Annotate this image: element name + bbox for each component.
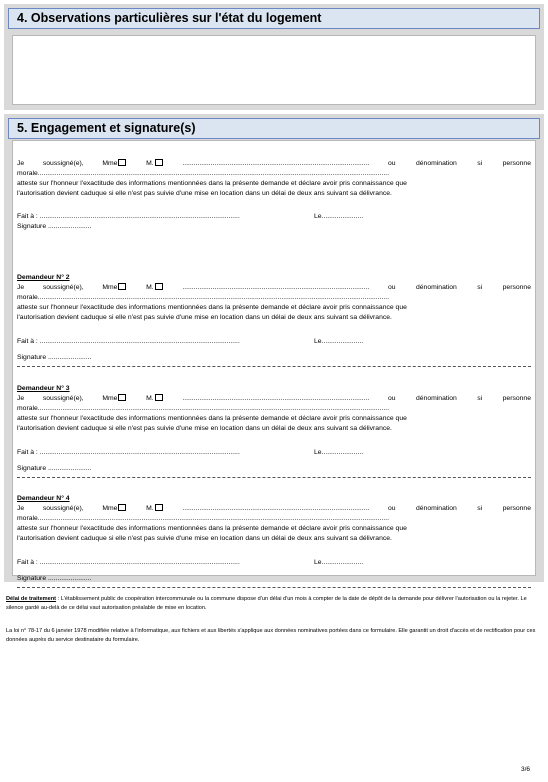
m-checkbox[interactable] bbox=[155, 283, 163, 290]
signature-field[interactable]: Signature ....................... bbox=[17, 223, 92, 230]
je-label: Je bbox=[17, 160, 25, 167]
date-field[interactable]: Le...................... bbox=[314, 213, 364, 220]
soussigne-label: soussigné(e), bbox=[42, 395, 84, 402]
demandeur-heading: Demandeur N° 2 bbox=[17, 274, 70, 281]
morale-field[interactable]: morale.......................................................................................................................................................................................... bbox=[17, 515, 390, 522]
soussigne-label: soussigné(e), bbox=[42, 505, 84, 512]
ou-label: ou dénomination si personne bbox=[387, 284, 531, 291]
morale-field[interactable]: morale.......................................................................................................................................................................................... bbox=[17, 405, 390, 412]
name-field[interactable]: ................................................................................................... bbox=[182, 395, 370, 402]
mme-checkbox[interactable] bbox=[118, 504, 126, 511]
date-field[interactable]: Le...................... bbox=[314, 559, 364, 566]
loi-note: La loi n° 78-17 du 6 janvier 1978 modifiée relative à l'informatique, aux fichiers et aux libertés s'applique aux données nominatives portées dans ce formulaire. Elle garantit un droit d'accès et de rectification pour ces données auprès du service destinataire du formulaire. bbox=[6, 628, 536, 643]
demandeur-block-4 bbox=[17, 494, 531, 588]
name-field[interactable]: ................................................................................................... bbox=[182, 505, 370, 512]
delai-label: Délai de traitement bbox=[6, 596, 57, 602]
section-4-observations bbox=[4, 4, 544, 110]
signature-field[interactable]: Signature ....................... bbox=[17, 575, 92, 582]
section-5-title: 5. Engagement et signature(s) bbox=[8, 118, 540, 139]
attestation-text-2: l'autorisation devient caduque si elle n'est pas suivie d'une mise en location dans un délai de deux ans suivant sa délivrance. bbox=[17, 190, 392, 197]
observations-textarea[interactable] bbox=[12, 35, 536, 105]
engagement-body bbox=[12, 140, 536, 582]
fait-line bbox=[17, 558, 531, 568]
attestation-text-2: l'autorisation devient caduque si elle n'est pas suivie d'une mise en location dans un délai de deux ans suivant sa délivrance. bbox=[17, 535, 392, 542]
mme-option[interactable]: Mme bbox=[102, 394, 127, 404]
m-option[interactable]: M. bbox=[146, 283, 164, 293]
attestation-text-2: l'autorisation devient caduque si elle n'est pas suivie d'une mise en location dans un délai de deux ans suivant sa délivrance. bbox=[17, 425, 392, 432]
mme-option[interactable]: Mme bbox=[102, 283, 127, 293]
demandeur-block-1 bbox=[17, 159, 531, 232]
demandeur-block-3 bbox=[17, 384, 531, 478]
page-number: 3/6 bbox=[520, 766, 530, 773]
morale-field[interactable]: morale.......................................................................................................................................................................................... bbox=[17, 170, 390, 177]
soussigne-label: soussigné(e), bbox=[42, 160, 84, 167]
fait-a-field[interactable]: Fait à : .......................................................................................................... bbox=[17, 213, 240, 220]
demandeur-separator bbox=[17, 477, 531, 478]
demandeur-heading: Demandeur N° 3 bbox=[17, 385, 70, 392]
demandeur-separator bbox=[17, 587, 531, 588]
identity-line bbox=[17, 159, 531, 169]
je-label: Je bbox=[17, 284, 25, 291]
date-field[interactable]: Le...................... bbox=[314, 449, 364, 456]
name-field[interactable]: ................................................................................................... bbox=[182, 160, 370, 167]
ou-label: ou dénomination si personne bbox=[387, 505, 531, 512]
fait-line bbox=[17, 337, 531, 347]
ou-label: ou dénomination si personne bbox=[387, 395, 531, 402]
mme-checkbox[interactable] bbox=[118, 394, 126, 401]
section-4-title: 4. Observations particulières sur l'état du logement bbox=[8, 8, 540, 29]
signature-field[interactable]: Signature ....................... bbox=[17, 354, 92, 361]
section-5-engagement bbox=[4, 114, 544, 582]
delai-text: : L'établissement public de coopération intercommunale ou la commune dispose d'un délai d'un mois à compter de la date de dépôt de la demande pour délivrer l'autorisation ou la rejeter. Le silence gardé au-delà de ce délai vaut autorisation préalable de mise en location. bbox=[6, 596, 527, 611]
m-checkbox[interactable] bbox=[155, 504, 163, 511]
ou-label: ou dénomination si personne bbox=[387, 160, 531, 167]
identity-line bbox=[17, 283, 531, 293]
delai-traitement-note bbox=[6, 595, 536, 612]
date-field[interactable]: Le...................... bbox=[314, 338, 364, 345]
m-checkbox[interactable] bbox=[155, 159, 163, 166]
attestation-text-1: atteste sur l'honneur l'exactitude des informations mentionnées dans la présente demande et déclare avoir pris connaissance que bbox=[17, 180, 407, 187]
mme-option[interactable]: Mme bbox=[102, 159, 127, 169]
attestation-text-1: atteste sur l'honneur l'exactitude des informations mentionnées dans la présente demande et déclare avoir pris connaissance que bbox=[17, 415, 407, 422]
soussigne-label: soussigné(e), bbox=[42, 284, 84, 291]
fait-a-field[interactable]: Fait à : .......................................................................................................... bbox=[17, 338, 240, 345]
mme-option[interactable]: Mme bbox=[102, 504, 127, 514]
fait-a-field[interactable]: Fait à : .......................................................................................................... bbox=[17, 559, 240, 566]
morale-field[interactable]: morale.......................................................................................................................................................................................... bbox=[17, 294, 390, 301]
mme-checkbox[interactable] bbox=[118, 283, 126, 290]
m-option[interactable]: M. bbox=[146, 504, 164, 514]
fait-a-field[interactable]: Fait à : .......................................................................................................... bbox=[17, 449, 240, 456]
m-checkbox[interactable] bbox=[155, 394, 163, 401]
mme-checkbox[interactable] bbox=[118, 159, 126, 166]
m-option[interactable]: M. bbox=[146, 394, 164, 404]
fait-line bbox=[17, 212, 531, 222]
je-label: Je bbox=[17, 395, 25, 402]
attestation-text-1: atteste sur l'honneur l'exactitude des informations mentionnées dans la présente demande et déclare avoir pris connaissance que bbox=[17, 525, 407, 532]
demandeur-block-2 bbox=[17, 273, 531, 367]
je-label: Je bbox=[17, 505, 25, 512]
attestation-text-2: l'autorisation devient caduque si elle n'est pas suivie d'une mise en location dans un délai de deux ans suivant sa délivrance. bbox=[17, 314, 392, 321]
identity-line bbox=[17, 394, 531, 404]
signature-field[interactable]: Signature ....................... bbox=[17, 465, 92, 472]
demandeur-heading: Demandeur N° 4 bbox=[17, 495, 70, 502]
m-option[interactable]: M. bbox=[146, 159, 164, 169]
identity-line bbox=[17, 504, 531, 514]
name-field[interactable]: ................................................................................................... bbox=[182, 284, 370, 291]
demandeur-separator bbox=[17, 366, 531, 367]
attestation-text-1: atteste sur l'honneur l'exactitude des informations mentionnées dans la présente demande et déclare avoir pris connaissance que bbox=[17, 304, 407, 311]
fait-line bbox=[17, 448, 531, 458]
